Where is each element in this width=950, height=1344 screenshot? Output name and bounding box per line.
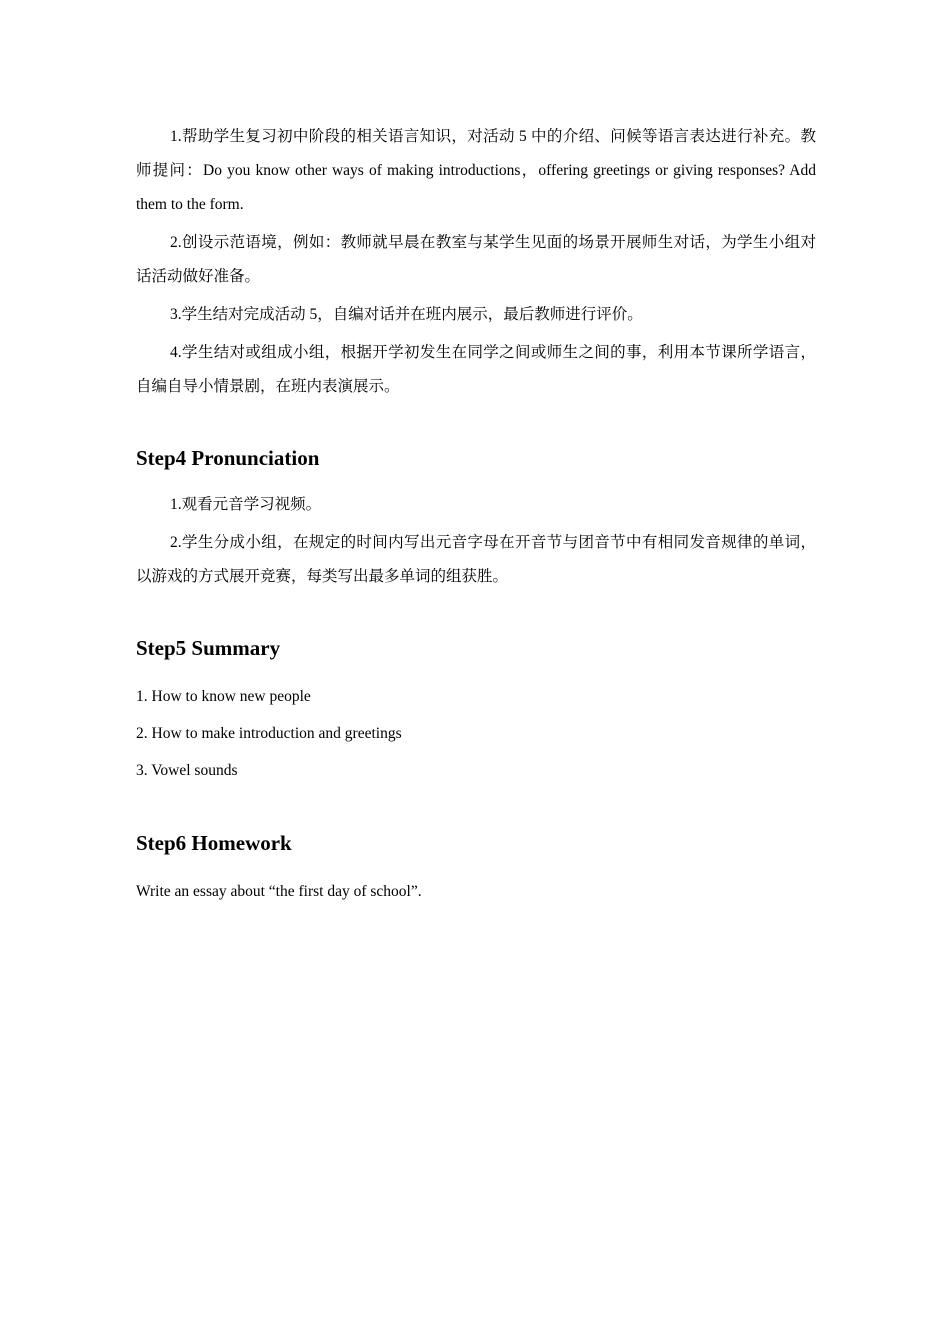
document-content	[136, 120, 816, 910]
step3-paragraph-1: 1.帮助学生复习初中阶段的相关语言知识，对活动 5 中的介绍、问候等语言表达进行补充。教师提问：Do you know other ways of making introductions，offering greetings or giving responses? Add them to the form.	[136, 128, 816, 213]
step5-heading: Step5 Summary	[136, 636, 281, 660]
step3-paragraph-3: 3.学生结对完成活动 5，自编对话并在班内展示，最后教师进行评价。	[170, 306, 643, 323]
step3-paragraph-2: 2.创设示范语境，例如：教师就早晨在教室与某学生见面的场景开展师生对话，为学生小组对话活动做好准备。	[136, 234, 816, 285]
step4-paragraph-1: 1.观看元音学习视频。	[170, 496, 322, 513]
summary-item-3: 3. Vowel sounds	[136, 762, 238, 779]
step3-paragraph-4: 4.学生结对或组成小组，根据开学初发生在同学之间或师生之间的事，利用本节课所学语言，自编自导小情景剧，在班内表演展示。	[136, 344, 816, 395]
step6-heading: Step6 Homework	[136, 831, 292, 855]
step5-section	[136, 634, 816, 789]
step4-paragraph-2: 2.学生分成小组，在规定的时间内写出元音字母在开音节与团音节中有相同发音规律的单词，以游戏的方式展开竞赛，每类写出最多单词的组获胜。	[136, 534, 816, 585]
step3-section	[136, 120, 816, 404]
step6-section	[136, 829, 816, 910]
step4-section	[136, 444, 816, 594]
homework-text: Write an essay about “the first day of school”.	[136, 883, 422, 900]
summary-item-1: 1. How to know new people	[136, 688, 311, 705]
step4-heading: Step4 Pronunciation	[136, 446, 320, 470]
summary-item-2: 2. How to make introduction and greetings	[136, 725, 402, 742]
